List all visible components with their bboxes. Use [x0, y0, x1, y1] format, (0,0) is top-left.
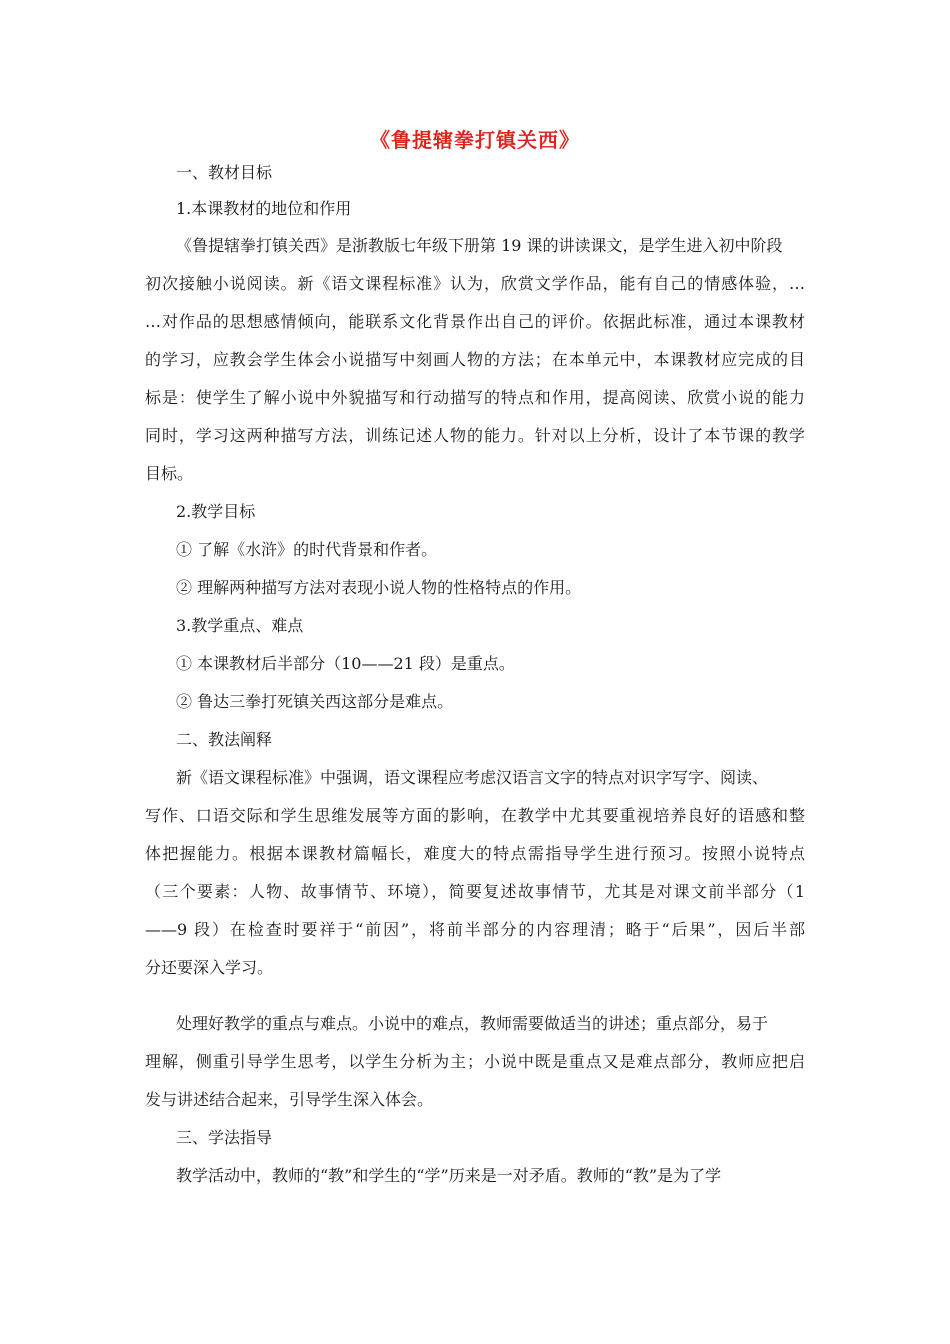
- section-heading-2: 二、教法阐释: [176, 730, 273, 749]
- paragraph-line: 分还要深入学习。: [145, 958, 274, 977]
- paragraph-line: 的学习，应教会学生体会小说描写中刻画人物的方法；在本单元中，本课教材应完成的目: [145, 350, 805, 369]
- paragraph-line: 处理好教学的重点与难点。小说中的难点，教师需要做适当的讲述；重点部分，易于: [176, 1014, 769, 1033]
- subheading-1-1: 1.本课教材的地位和作用: [176, 199, 352, 218]
- subheading-1-2: 2.教学目标: [176, 502, 256, 521]
- paragraph-line: 新《语文课程标准》中强调，语文课程应考虑汉语言文字的特点对识字写字、阅读、: [176, 768, 769, 787]
- subheading-1-3: 3.教学重点、难点: [176, 616, 304, 635]
- paragraph-line: 同时，学习这两种描写方法，训练记述人物的能力。针对以上分析，设计了本节课的教学: [145, 426, 805, 445]
- paragraph-line: （三个要素：人物、故事情节、环境），简要复述故事情节，尤其是对课文前半部分（1: [145, 882, 805, 901]
- paragraph-line: …对作品的思想感情倾向，能联系文化背景作出自己的评价。依据此标准，通过本课教材: [145, 312, 805, 331]
- list-item: ② 鲁达三拳打死镇关西这部分是难点。: [176, 692, 454, 711]
- paragraph-line: 教学活动中，教师的“教”和学生的“学”历来是一对矛盾。教师的“教”是为了学: [176, 1166, 722, 1185]
- list-item: ① 本课教材后半部分（10——21 段）是重点。: [176, 654, 515, 673]
- section-heading-1: 一、教材目标: [176, 163, 273, 182]
- paragraph-line: 写作、口语交际和学生思维发展等方面的影响，在教学中尤其要重视培养良好的语感和整: [145, 806, 805, 825]
- paragraph-line: ——9 段）在检查时要祥于“前因”，将前半部分的内容理清；略于“后果”，因后半部: [145, 920, 805, 939]
- list-item: ② 理解两种描写方法对表现小说人物的性格特点的作用。: [176, 578, 582, 597]
- paragraph-line: 目标。: [145, 464, 194, 483]
- list-item: ① 了解《水浒》的时代背景和作者。: [176, 540, 438, 559]
- paragraph-line: 发与讲述结合起来，引导学生深入体会。: [145, 1090, 434, 1109]
- paragraph-line: 《鲁提辖拳打镇关西》是浙教版七年级下册第 19 课的讲读课文，是学生进入初中阶段: [176, 236, 783, 255]
- paragraph-line: 理解，侧重引导学生思考，以学生分析为主；小说中既是重点又是难点部分，教师应把启: [145, 1052, 805, 1071]
- section-heading-3: 三、学法指导: [176, 1128, 273, 1147]
- document-title: 《鲁提辖拳打镇关西》: [370, 128, 580, 152]
- paragraph-line: 标是：使学生了解小说中外貌描写和行动描写的特点和作用，提高阅读、欣赏小说的能力: [145, 388, 805, 407]
- paragraph-line: 初次接触小说阅读。新《语文课程标准》认为，欣赏文学作品，能有自己的情感体验，…: [145, 274, 805, 293]
- paragraph-line: 体把握能力。根据本课教材篇幅长，难度大的特点需指导学生进行预习。按照小说特点: [145, 844, 805, 863]
